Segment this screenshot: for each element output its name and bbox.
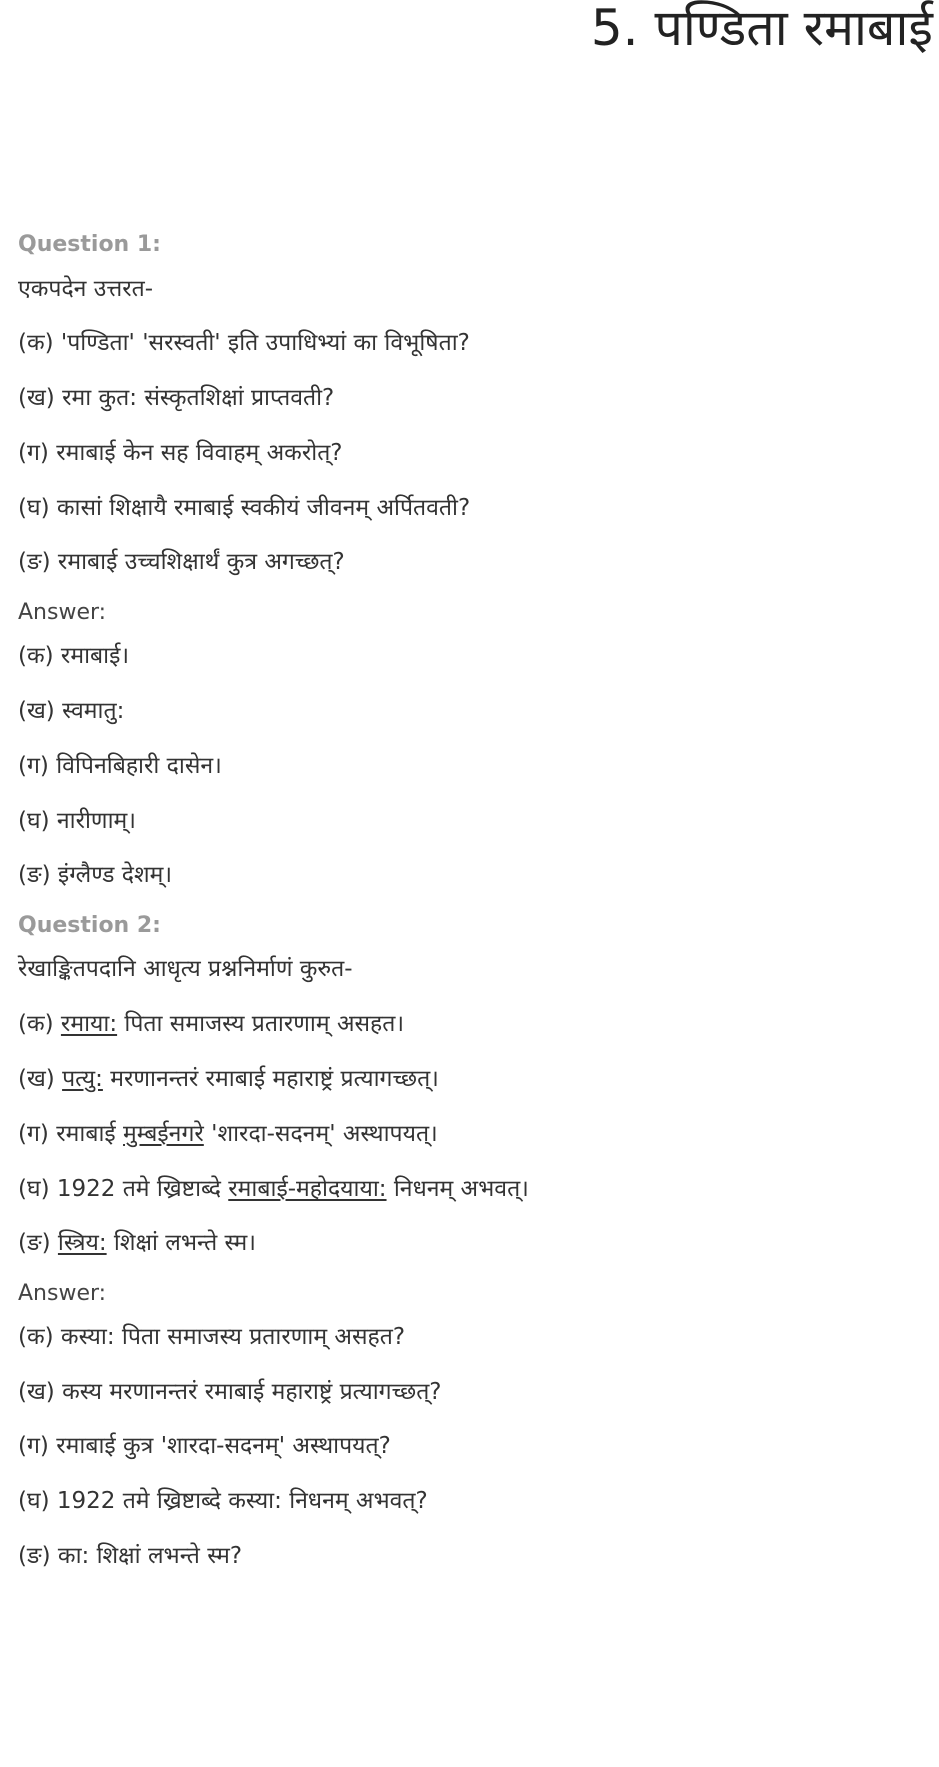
question-1-heading: Question 1:	[18, 232, 161, 257]
answer-1-item: (ग) विपिनबिहारी दासेन।	[18, 753, 222, 779]
answer-1-item: (घ) नारीणाम्।	[18, 808, 136, 834]
question-2-item	[18, 1063, 439, 1095]
answer-2-item: (घ) 1922 तमे ख्रिष्टाब्दे कस्या: निधनम् अभवत्?	[18, 1488, 428, 1514]
page-title: 5. पण्डिता रमाबाई	[590, 0, 933, 57]
item-suffix: 'शारदा-सदनम्' अस्थापयत्।	[203, 1121, 438, 1147]
question-2-item	[18, 1173, 529, 1205]
item-suffix: पिता समाजस्य प्रतारणाम् असहत।	[117, 1011, 405, 1037]
question-1-item: (क) 'पण्डिता' 'सरस्वती' इति उपाधिभ्यां का विभूषिता?	[18, 330, 470, 356]
underlined-word: मुम्बईनगरे	[123, 1121, 204, 1147]
underlined-word: रमाया:	[60, 1011, 118, 1037]
question-1-item: (ख) रमा कुत: संस्कृतशिक्षां प्राप्तवती?	[18, 385, 335, 411]
answer-1-item: (क) रमाबाई।	[18, 643, 130, 669]
underlined-word: स्त्रिय:	[57, 1230, 107, 1256]
answer-1-item: (ङ) इंग्लैण्ड देशम्।	[18, 862, 173, 888]
question-1-item: (ग) रमाबाई केन सह विवाहम् अकरोत्?	[18, 440, 343, 466]
question-1-item: (घ) कासां शिक्षायै रमाबाई स्वकीयं जीवनम् अर्पितवती?	[18, 495, 471, 521]
item-prefix: (घ) 1922 तमे ख्रिष्टाब्दे	[18, 1176, 229, 1202]
item-suffix: मरणानन्तरं रमाबाई महाराष्ट्रं प्रत्यागच्छत्।	[102, 1066, 439, 1092]
question-1-item: (ङ) रमाबाई उच्चशिक्षार्थं कुत्र अगच्छत्?	[18, 549, 345, 575]
answer-2-item: (ङ) का: शिक्षां लभन्ते स्म?	[18, 1543, 243, 1569]
answer-2-label: Answer:	[18, 1281, 107, 1306]
answer-2-item: (ख) कस्य मरणानन्तरं रमाबाई महाराष्ट्रं प्रत्यागच्छत्?	[18, 1379, 442, 1405]
question-2-instruction: रेखाङ्कितपदानि आधृत्य प्रश्ननिर्माणं कुरुत-	[18, 956, 353, 982]
item-prefix: (ग) रमाबाई	[18, 1121, 124, 1147]
question-2-item	[18, 1008, 404, 1040]
answer-1-item: (ख) स्वमातु:	[18, 698, 125, 724]
underlined-word: रमाबाई-महोदयाया:	[228, 1176, 387, 1202]
question-2-heading: Question 2:	[18, 913, 161, 938]
question-2-item	[18, 1118, 438, 1150]
underlined-word: पत्यु:	[62, 1066, 103, 1092]
answer-1-label: Answer:	[18, 600, 107, 625]
question-1-instruction: एकपदेन उत्तरत-	[18, 276, 154, 302]
item-prefix: (क)	[18, 1011, 61, 1037]
item-suffix: शिक्षां लभन्ते स्म।	[106, 1230, 256, 1256]
question-2-item	[18, 1227, 256, 1259]
item-suffix: निधनम् अभवत्।	[386, 1176, 529, 1202]
item-prefix: (ख)	[18, 1066, 63, 1092]
answer-2-item: (ग) रमाबाई कुत्र 'शारदा-सदनम्' अस्थापयत्?	[18, 1433, 391, 1459]
answer-2-item: (क) कस्या: पिता समाजस्य प्रतारणाम् असहत?	[18, 1324, 406, 1350]
item-prefix: (ङ)	[18, 1230, 58, 1256]
